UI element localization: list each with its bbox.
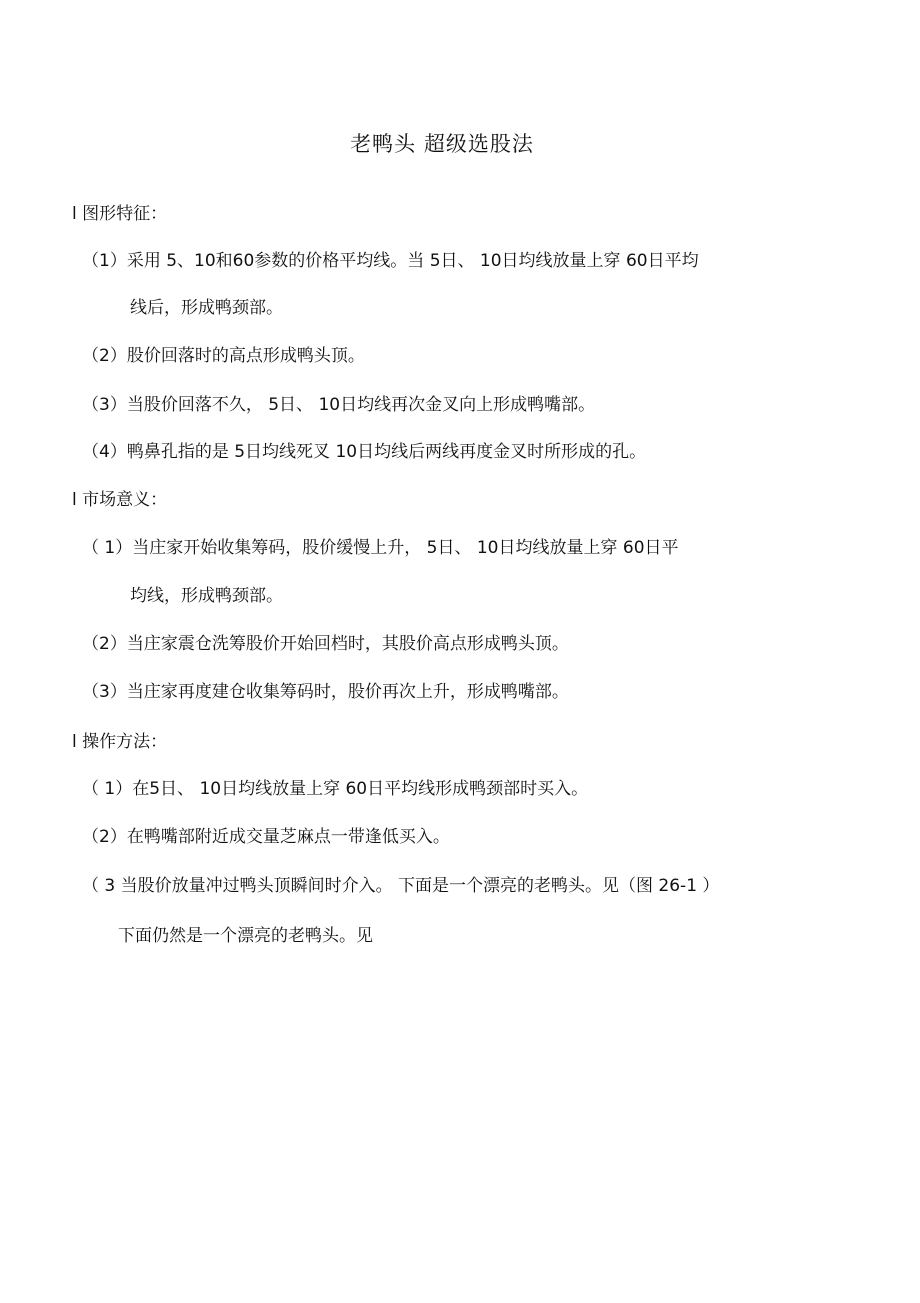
operation-method-1: （ 1）在5日、 10日均线放量上穿 60日平均线形成鸭颈部时买入。 xyxy=(82,779,589,799)
operation-method-3-continued: 下面仍然是一个漂亮的老鸭头。见 xyxy=(118,926,373,946)
shape-feature-1-continued: 线后，形成鸭颈部。 xyxy=(130,298,283,318)
market-meaning-1: （ 1）当庄家开始收集筹码，股价缓慢上升， 5日、 10日均线放量上穿 60日平 xyxy=(82,538,679,558)
operation-method-3: （ 3 当股价放量冲过鸭头顶瞬间时介入。 下面是一个漂亮的老鸭头。见（图 26-1 ） xyxy=(82,876,720,896)
shape-feature-3: （3）当股价回落不久， 5日、 10日均线再次金叉向上形成鸭嘴部。 xyxy=(82,395,596,415)
document-title: 老鸭头 超级选股法 xyxy=(350,132,534,156)
operation-method-2: （2）在鸭嘴部附近成交量芝麻点一带逢低买入。 xyxy=(82,827,450,847)
section-heading-operation-method: l 操作方法： xyxy=(72,732,168,752)
market-meaning-3: （3）当庄家再度建仓收集筹码时，股价再次上升，形成鸭嘴部。 xyxy=(82,682,569,702)
section-heading-shape-features: l 图形特征： xyxy=(72,204,168,224)
market-meaning-1-continued: 均线，形成鸭颈部。 xyxy=(130,586,283,606)
shape-feature-4: （4）鸭鼻孔指的是 5日均线死叉 10日均线后两线再度金叉时所形成的孔。 xyxy=(82,442,647,462)
section-heading-market-meaning: l 市场意义： xyxy=(72,490,168,510)
market-meaning-2: （2）当庄家震仓洗筹股价开始回档时，其股价高点形成鸭头顶。 xyxy=(82,634,569,654)
shape-feature-2: （2）股价回落时的高点形成鸭头顶。 xyxy=(82,346,365,366)
shape-feature-1: （1）采用 5、10和60参数的价格平均线。当 5日、 10日均线放量上穿 60日平均 xyxy=(82,251,699,271)
